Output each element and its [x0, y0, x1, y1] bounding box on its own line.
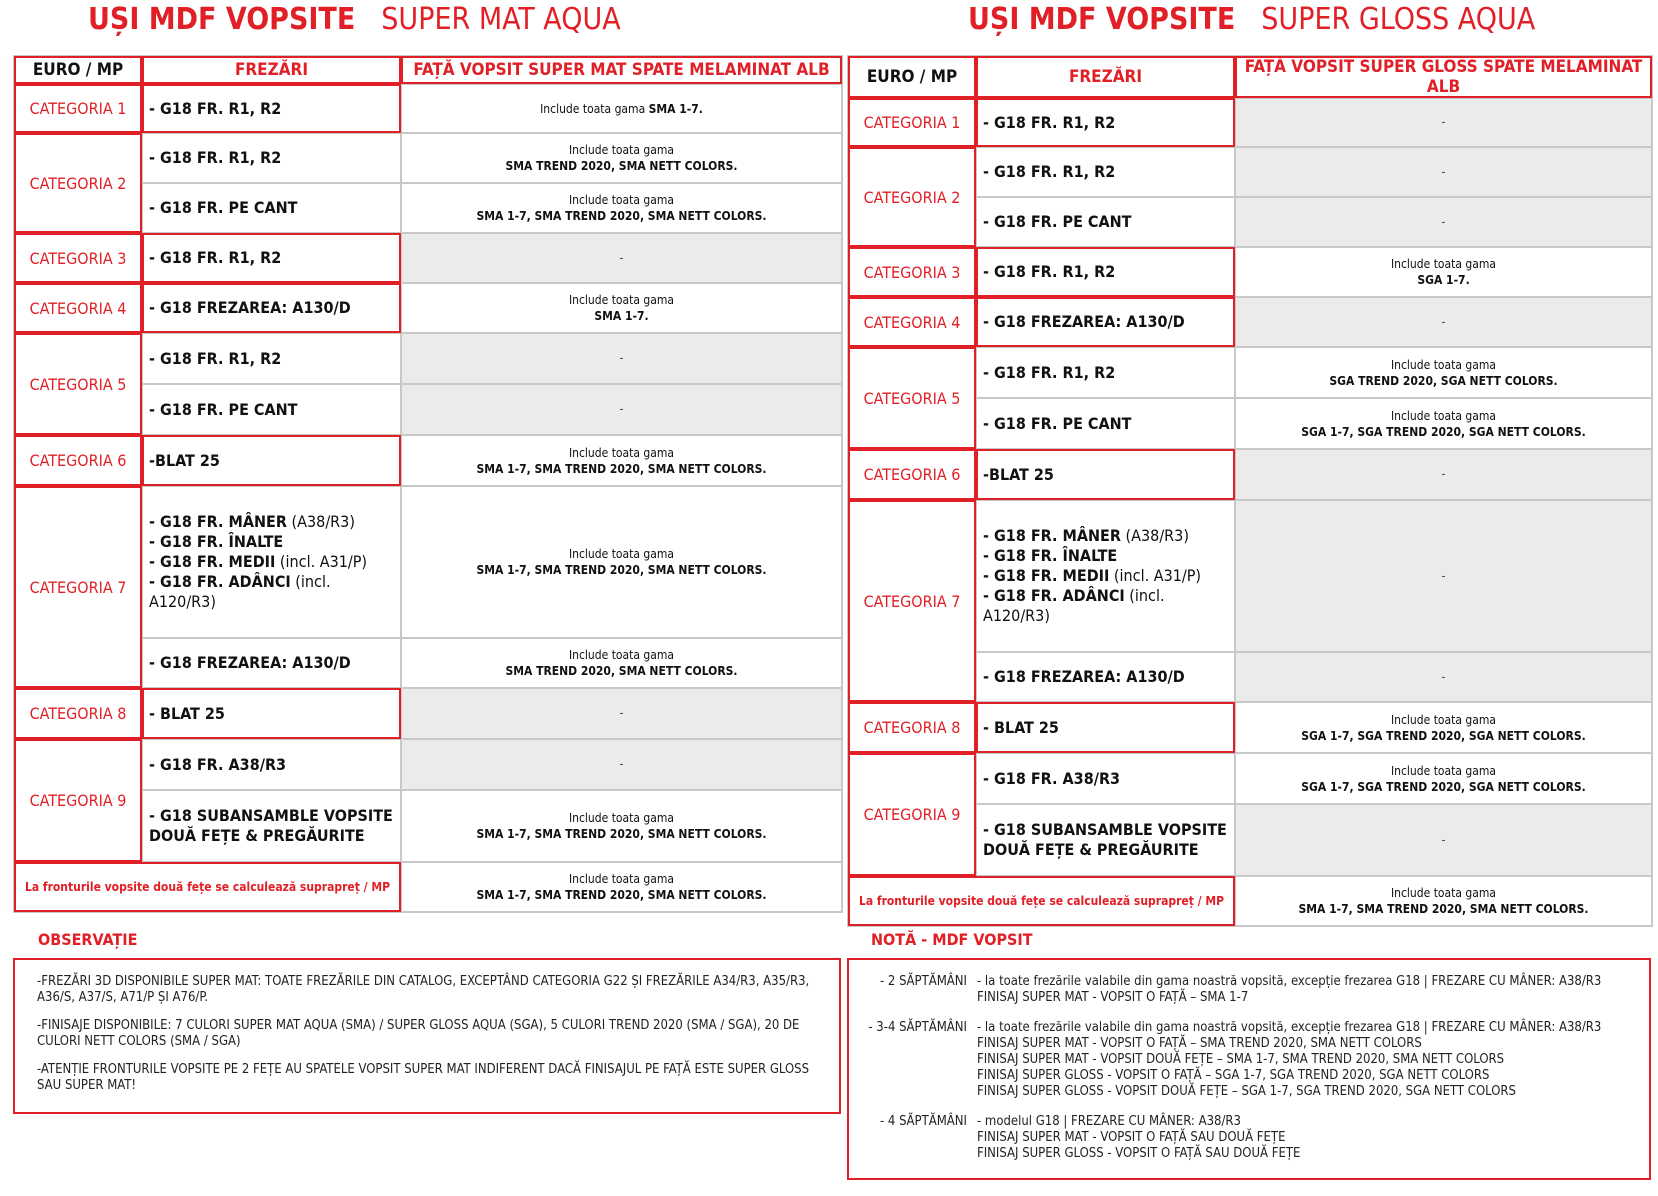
- nota-label: - 2 SĂPTĂMÂNI: [880, 974, 967, 989]
- finish-cell: Include toata gama SGA 1-7.: [1235, 247, 1652, 297]
- category-label: CATEGORIA 2: [14, 133, 142, 233]
- category-label: CATEGORIA 9: [848, 753, 976, 876]
- finish-cell-empty: -: [1235, 652, 1652, 702]
- category-label: CATEGORIA 4: [848, 297, 976, 347]
- category-label: CATEGORIA 9: [14, 739, 142, 862]
- category-label: CATEGORIA 7: [14, 486, 142, 688]
- category-label: CATEGORIA 2: [848, 147, 976, 247]
- finish-cell: Include toata gama SMA 1-7.: [401, 283, 842, 333]
- frezare-cell: - G18 FR. PE CANT: [976, 197, 1235, 247]
- finish-cell-empty: -: [1235, 197, 1652, 247]
- col-header-euro: EURO / MP: [848, 56, 976, 98]
- category-label: CATEGORIA 3: [848, 247, 976, 297]
- frezare-cell: - BLAT 25: [976, 702, 1235, 753]
- nota-label: - 3-4 SĂPTĂMÂNI: [868, 1020, 967, 1035]
- observatie-item: -FINISAJE DISPONIBILE: 7 CULORI SUPER MAT AQUA (SMA) / SUPER GLOSS AQUA (SGA), 5 CULORI TREND 2020 (SMA / SGA), 20 DE CULORI NETT COLORS (SMA / SGA): [37, 1018, 800, 1049]
- observatie-item: -ATENȚIE FRONTURILE VOPSITE PE 2 FEȚE AU SPATELE VOPSIT SUPER MAT INDIFERENT DACĂ FINISAJUL PE FAȚĂ ESTE SUPER GLOSS SAU SUPER MAT!: [37, 1062, 810, 1093]
- surcharge-note: La fronturile vopsite două fețe se calculează suprapreț / MP: [848, 876, 1235, 926]
- category-label: CATEGORIA 3: [14, 233, 142, 283]
- finish-cell: Include toata gama SMA 1-7, SMA TREND 2020, SMA NETT COLORS.: [401, 790, 842, 862]
- col-header-finish: FAȚĂ VOPSIT SUPER GLOSS SPATE MELAMINAT ALB: [1235, 56, 1652, 98]
- frezare-cell: - G18 FR. R1, R2: [142, 233, 401, 283]
- frezare-cell: - G18 FR. R1, R2: [142, 84, 401, 133]
- finish-cell: Include toata gama SMA 1-7, SMA TREND 2020, SMA NETT COLORS.: [401, 862, 842, 912]
- frezare-cell: - G18 FR. MÂNER (A38/R3) - G18 FR. ÎNALTE - G18 FR. MEDII (incl. A31/P) - G18 FR. ADÂNCI (incl. A120/R3): [142, 486, 401, 638]
- frezare-cell: - G18 FREZAREA: A130/D: [142, 283, 401, 333]
- frezare-cell: -BLAT 25: [976, 449, 1235, 500]
- right-title: UȘI MDF VOPSITE SUPER GLOSS AQUA: [968, 2, 1536, 37]
- finish-cell-empty: -: [1235, 804, 1652, 876]
- category-label: CATEGORIA 8: [14, 688, 142, 739]
- category-label: CATEGORIA 1: [14, 84, 142, 133]
- finish-cell: Include toata gama SGA 1-7, SGA TREND 2020, SGA NETT COLORS.: [1235, 702, 1652, 753]
- frezare-cell: - G18 FR. A38/R3: [976, 753, 1235, 804]
- finish-cell-empty: -: [401, 333, 842, 384]
- left-price-table: [13, 55, 843, 913]
- frezare-cell: -BLAT 25: [142, 435, 401, 486]
- frezare-cell: - G18 FR. A38/R3: [142, 739, 401, 790]
- finish-cell: Include toata gama SMA TREND 2020, SMA NETT COLORS.: [401, 638, 842, 688]
- frezare-cell: - G18 FREZAREA: A130/D: [976, 652, 1235, 702]
- frezare-cell: - G18 FR. R1, R2: [142, 133, 401, 183]
- frezare-cell: - G18 FR. R1, R2: [976, 247, 1235, 297]
- finish-cell-empty: -: [401, 688, 842, 739]
- frezare-cell: - G18 FR. PE CANT: [142, 384, 401, 435]
- observatie-item: -FREZĂRI 3D DISPONIBILE SUPER MAT: TOATE FREZĂRILE DIN CATALOG, EXCEPTÂND CATEGORIA G22 ȘI FREZĂRILE A34/R3, A35/R3, A36/S, A37/S, A71/P ȘI A76/P.: [37, 974, 810, 1005]
- frezare-cell: - G18 FR. PE CANT: [142, 183, 401, 233]
- frezare-cell: - G18 FR. MÂNER (A38/R3) - G18 FR. ÎNALTE - G18 FR. MEDII (incl. A31/P) - G18 FR. ADÂNCI (incl. A120/R3): [976, 500, 1235, 652]
- category-label: CATEGORIA 6: [848, 449, 976, 500]
- finish-cell-empty: -: [1235, 147, 1652, 197]
- frezare-cell: - BLAT 25: [142, 688, 401, 739]
- finish-cell-empty: -: [1235, 297, 1652, 347]
- nota-box: [847, 958, 1651, 1180]
- frezare-cell: - G18 SUBANSAMBLE VOPSITE DOUĂ FEȚE & PREGĂURITE: [976, 804, 1235, 876]
- category-label: CATEGORIA 1: [848, 98, 976, 147]
- finish-cell-empty: -: [1235, 500, 1652, 652]
- col-header-frezari: FREZĂRI: [976, 56, 1235, 98]
- finish-cell-empty: -: [401, 233, 842, 283]
- finish-cell: Include toata gama SMA 1-7.: [401, 84, 842, 133]
- nota-row: - 4 SĂPTĂMÂNI - modelul G18 | FREZARE CU MÂNER: A38/R3 FINISAJ SUPER MAT - VOPSIT O FAȚĂ SAU DOUĂ FEȚE FINISAJ SUPER GLOSS - VOPSIT O FAȚĂ SAU DOUĂ FEȚE: [849, 1114, 1639, 1162]
- category-label: CATEGORIA 4: [14, 283, 142, 333]
- nota-row: - 3-4 SĂPTĂMÂNI - la toate frezările valabile din gama noastră vopsită, excepție frezarea G18 | FREZARE CU MÂNER: A38/R3 FINISAJ SUPER MAT - VOPSIT O FAȚĂ – SMA TREND 2020, SMA NETT COLORS FINISAJ SUPER MAT - VOPSIT DOUĂ FEȚE – SMA 1-7, SMA TREND 2020, SMA NETT COLORS FINISAJ SUPER GLOSS - VOPSIT O FAȚĂ – SGA 1-7, SGA TREND 2020, SGA NETT COLORS FINISAJ SUPER GLOSS - VOPSIT DOUĂ FEȚE – SGA 1-7, SGA TREND 2020, SGA NETT COLORS: [849, 1020, 1639, 1100]
- finish-cell: Include toata gama SMA 1-7, SMA TREND 2020, SMA NETT COLORS.: [401, 183, 842, 233]
- col-header-frezari: FREZĂRI: [142, 56, 401, 84]
- category-label: CATEGORIA 5: [848, 347, 976, 449]
- category-label: CATEGORIA 8: [848, 702, 976, 753]
- finish-cell-empty: -: [401, 739, 842, 790]
- observatie-title: OBSERVAȚIE: [38, 930, 138, 949]
- finish-cell: Include toata gama SGA TREND 2020, SGA NETT COLORS.: [1235, 347, 1652, 398]
- nota-title: NOTĂ - MDF VOPSIT: [871, 930, 1033, 949]
- frezare-cell: - G18 SUBANSAMBLE VOPSITE DOUĂ FEȚE & PREGĂURITE: [142, 790, 401, 862]
- frezare-cell: - G18 FR. PE CANT: [976, 398, 1235, 449]
- finish-cell: Include toata gama SMA 1-7, SMA TREND 2020, SMA NETT COLORS.: [401, 486, 842, 638]
- frezare-cell: - G18 FR. R1, R2: [976, 147, 1235, 197]
- surcharge-note: La fronturile vopsite două fețe se calculează suprapreț / MP: [14, 862, 401, 912]
- observatie-box: [13, 958, 841, 1114]
- col-header-euro: EURO / MP: [14, 56, 142, 84]
- category-label: CATEGORIA 7: [848, 500, 976, 702]
- frezare-cell: - G18 FREZAREA: A130/D: [976, 297, 1235, 347]
- category-label: CATEGORIA 5: [14, 333, 142, 435]
- finish-cell: Include toata gama SMA 1-7, SMA TREND 2020, SMA NETT COLORS.: [1235, 876, 1652, 926]
- category-label: CATEGORIA 6: [14, 435, 142, 486]
- frezare-cell: - G18 FR. R1, R2: [976, 98, 1235, 147]
- left-title: UȘI MDF VOPSITE SUPER MAT AQUA: [88, 2, 621, 37]
- finish-cell-empty: -: [401, 384, 842, 435]
- finish-cell: Include toata gama SGA 1-7, SGA TREND 2020, SGA NETT COLORS.: [1235, 753, 1652, 804]
- frezare-cell: - G18 FR. R1, R2: [976, 347, 1235, 398]
- finish-cell: Include toata gama SMA TREND 2020, SMA NETT COLORS.: [401, 133, 842, 183]
- finish-cell-empty: -: [1235, 449, 1652, 500]
- frezare-cell: - G18 FR. R1, R2: [142, 333, 401, 384]
- nota-row: - 2 SĂPTĂMÂNI - la toate frezările valabile din gama noastră vopsită, excepție frezarea G18 | FREZARE CU MÂNER: A38/R3 FINISAJ SUPER MAT - VOPSIT O FAȚĂ – SMA 1-7: [849, 974, 1639, 1006]
- col-header-finish: FAȚĂ VOPSIT SUPER MAT SPATE MELAMINAT ALB: [401, 56, 842, 84]
- right-price-table: [847, 55, 1653, 927]
- finish-cell: Include toata gama SMA 1-7, SMA TREND 2020, SMA NETT COLORS.: [401, 435, 842, 486]
- finish-cell-empty: -: [1235, 98, 1652, 147]
- frezare-cell: - G18 FREZAREA: A130/D: [142, 638, 401, 688]
- nota-label: - 4 SĂPTĂMÂNI: [880, 1114, 967, 1129]
- finish-cell: Include toata gama SGA 1-7, SGA TREND 2020, SGA NETT COLORS.: [1235, 398, 1652, 449]
